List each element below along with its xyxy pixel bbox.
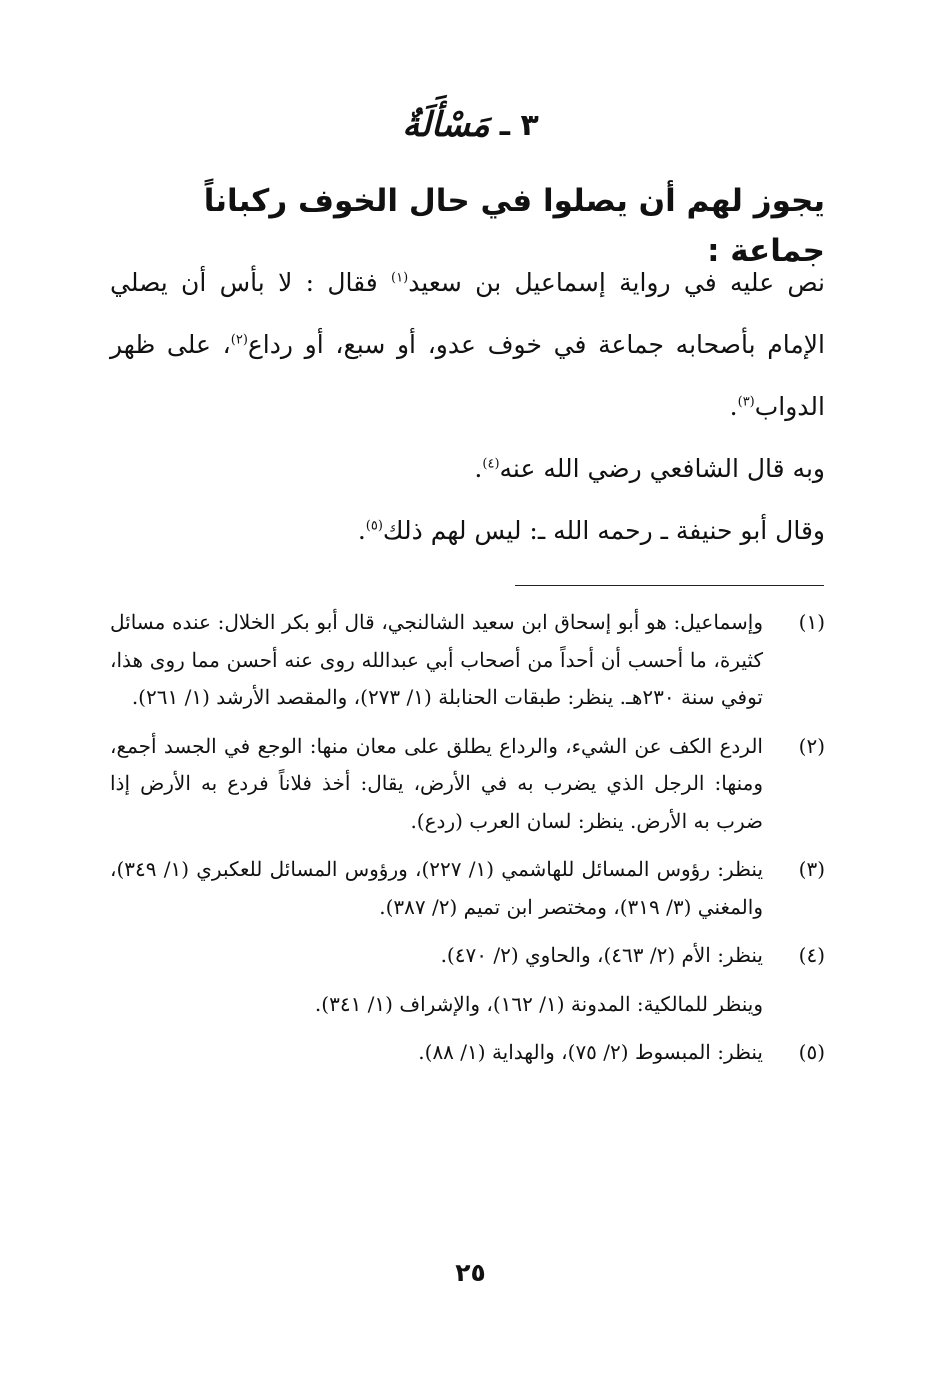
paragraph-riwaya: نص عليه في رواية إسماعيل بن سعيد$^{(١)}$ فقال : لا بأس أن يصلي الإمام بأصحابه جماعة في خوف عدو، أو سبع، أو رداع$^{(٢)}$، على ظهر الدواب$^{(٣)}$. — [110, 268, 826, 421]
footnote-1 — [110, 604, 825, 717]
footnote-number: (٢) — [798, 733, 825, 758]
footnote-ref-3[interactable]: (٣) — [737, 394, 755, 410]
footnote-ref-2[interactable]: (٢) — [230, 332, 248, 348]
issue-heading — [0, 100, 941, 150]
footnotes — [110, 604, 825, 1072]
footnote-number: (٤) — [798, 943, 825, 967]
footnote-5 — [110, 1034, 825, 1072]
footnote-ref-4[interactable]: (٤) — [482, 456, 500, 472]
page-number: ٢٥ — [455, 1258, 486, 1287]
issue-number: ٣ ـ — [499, 107, 539, 143]
footnote-text: الردع الكف عن الشيء، والرداع يطلق على معان منها: الوجع في الجسد أجمع، ومنها: الرجل الذي يضرب به في الأرض، يقال: أخذ فلاناً فردع به الأرض إذا ضرب به الأرض. ينظر: لسان العرب (ردع). — [110, 733, 763, 833]
footnote-4 — [110, 937, 825, 1023]
footnote-text: ينظر: الأم (٢/ ٤٦٣)، والحاوي (٢/ ٤٧٠). — [440, 943, 763, 967]
footnote-text-maliki: وينظر للمالكية: المدونة (١/ ١٦٢)، والإشراف (١/ ٣٤١). — [314, 991, 763, 1016]
footnote-text: ينظر: رؤوس المسائل للهاشمي (١/ ٢٢٧)، ورؤوس المسائل للعكبري (١/ ٣٤٩)، والمغني (٣/ ٣١٩)، ومختصر ابن تميم (٢/ ٣٨٧). — [110, 857, 764, 919]
issue-subtitle: يجوز لهم أن يصلوا في حال الخوف ركباناً جماعة : — [203, 183, 825, 269]
paragraph-shafii: وبه قال الشافعي رضي الله عنه$^{(٤)}$. — [474, 454, 825, 483]
paragraph-abu-hanifa: وقال أبو حنيفة ـ رحمه الله ـ: ليس لهم ذلك$^{(٥)}$. — [357, 516, 825, 545]
footnote-text: وإسماعيل: هو أبو إسحاق ابن سعيد الشالنجي، قال أبو بكر الخلال: عنده مسائل كثيرة، ما أحسب أن أحداً من أصحاب أبي عبدالله روى عنه أحسن مما روى هذا، توفي سنة ٢٣٠هـ. ينظر: طبقات الحنابلة (١/ ٢٧٣)، والمقصد الأرشد (١/ ٢٦١). — [110, 610, 763, 709]
footnote-number: (١) — [798, 610, 825, 634]
footnote-ref-1[interactable]: (١) — [391, 270, 409, 286]
footnote-text: ينظر: المبسوط (٢/ ٧٥)، والهداية (١/ ٨٨). — [418, 1040, 763, 1064]
footnote-number: (٥) — [798, 1040, 825, 1064]
issue-title-calligraphy: مَسْأَلَةٌ — [402, 105, 490, 145]
footnote-ref-5[interactable]: (٥) — [365, 518, 383, 534]
footnote-separator — [515, 585, 824, 586]
footnote-number: (٣) — [798, 857, 825, 881]
footnote-3 — [110, 851, 825, 926]
main-text — [110, 252, 825, 562]
footnote-2 — [110, 728, 825, 841]
